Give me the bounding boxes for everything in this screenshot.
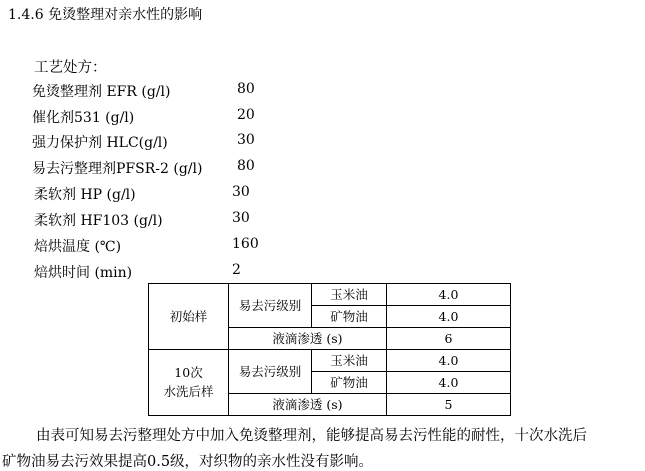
- corn-oil-value: 4.0: [387, 284, 511, 306]
- section-heading: 1.4.6 免烫整理对亲水性的影响: [8, 7, 203, 23]
- ingredient-name: 催化剂531 (g/l): [32, 110, 135, 126]
- conclusion-line-1: 由表可知易去污整理处方中加入免烫整理剂，能够提高易去污性能的耐性，十次水洗后: [36, 428, 587, 444]
- soil-release-label: 易去污级别: [229, 284, 312, 328]
- results-table: [148, 283, 511, 416]
- corn-oil-label: 玉米油: [312, 284, 387, 306]
- ingredient-value: 20: [237, 107, 255, 123]
- ingredient-value: 80: [237, 81, 255, 97]
- group-label: 初始样: [149, 284, 229, 350]
- ingredient-name: 易去污整理剂PFSR-2 (g/l): [32, 161, 203, 177]
- ingredient-name: 强力保护剂 HLC(g/l): [32, 135, 168, 151]
- ingredient-name: 柔软剂 HF103 (g/l): [34, 213, 163, 229]
- ingredient-value: 2: [232, 262, 241, 278]
- recipe-title: 工艺处方：: [34, 60, 107, 76]
- conclusion-line-2: 矿物油易去污效果提高0.5级，对织物的亲水性没有影响。: [2, 454, 374, 470]
- ingredient-name: 焙烘温度 (℃): [34, 239, 122, 255]
- ingredient-name: 柔软剂 HP (g/l): [34, 187, 136, 203]
- wicking-label: 液滴渗透 (s): [229, 394, 387, 416]
- ingredient-value: 80: [237, 158, 255, 174]
- mineral-oil-label: 矿物油: [312, 306, 387, 328]
- mineral-oil-value: 4.0: [387, 372, 511, 394]
- ingredient-name: 焙烘时间 (min): [34, 265, 133, 281]
- mineral-oil-label: 矿物油: [312, 372, 387, 394]
- mineral-oil-value: 4.0: [387, 306, 511, 328]
- wicking-value: 6: [387, 328, 511, 350]
- group-label-line1: 10次: [174, 365, 203, 380]
- wicking-label: 液滴渗透 (s): [229, 328, 387, 350]
- ingredient-value: 30: [232, 184, 250, 200]
- corn-oil-label: 玉米油: [312, 350, 387, 372]
- corn-oil-value: 4.0: [387, 350, 511, 372]
- group-label: [149, 350, 229, 416]
- ingredient-value: 160: [232, 236, 259, 252]
- group-label-line2: 水洗后样: [163, 384, 214, 399]
- ingredient-value: 30: [237, 132, 255, 148]
- wicking-value: 5: [387, 394, 511, 416]
- ingredient-name: 免烫整理剂 EFR (g/l): [32, 84, 171, 100]
- ingredient-value: 30: [232, 210, 250, 226]
- soil-release-label: 易去污级别: [229, 350, 312, 394]
